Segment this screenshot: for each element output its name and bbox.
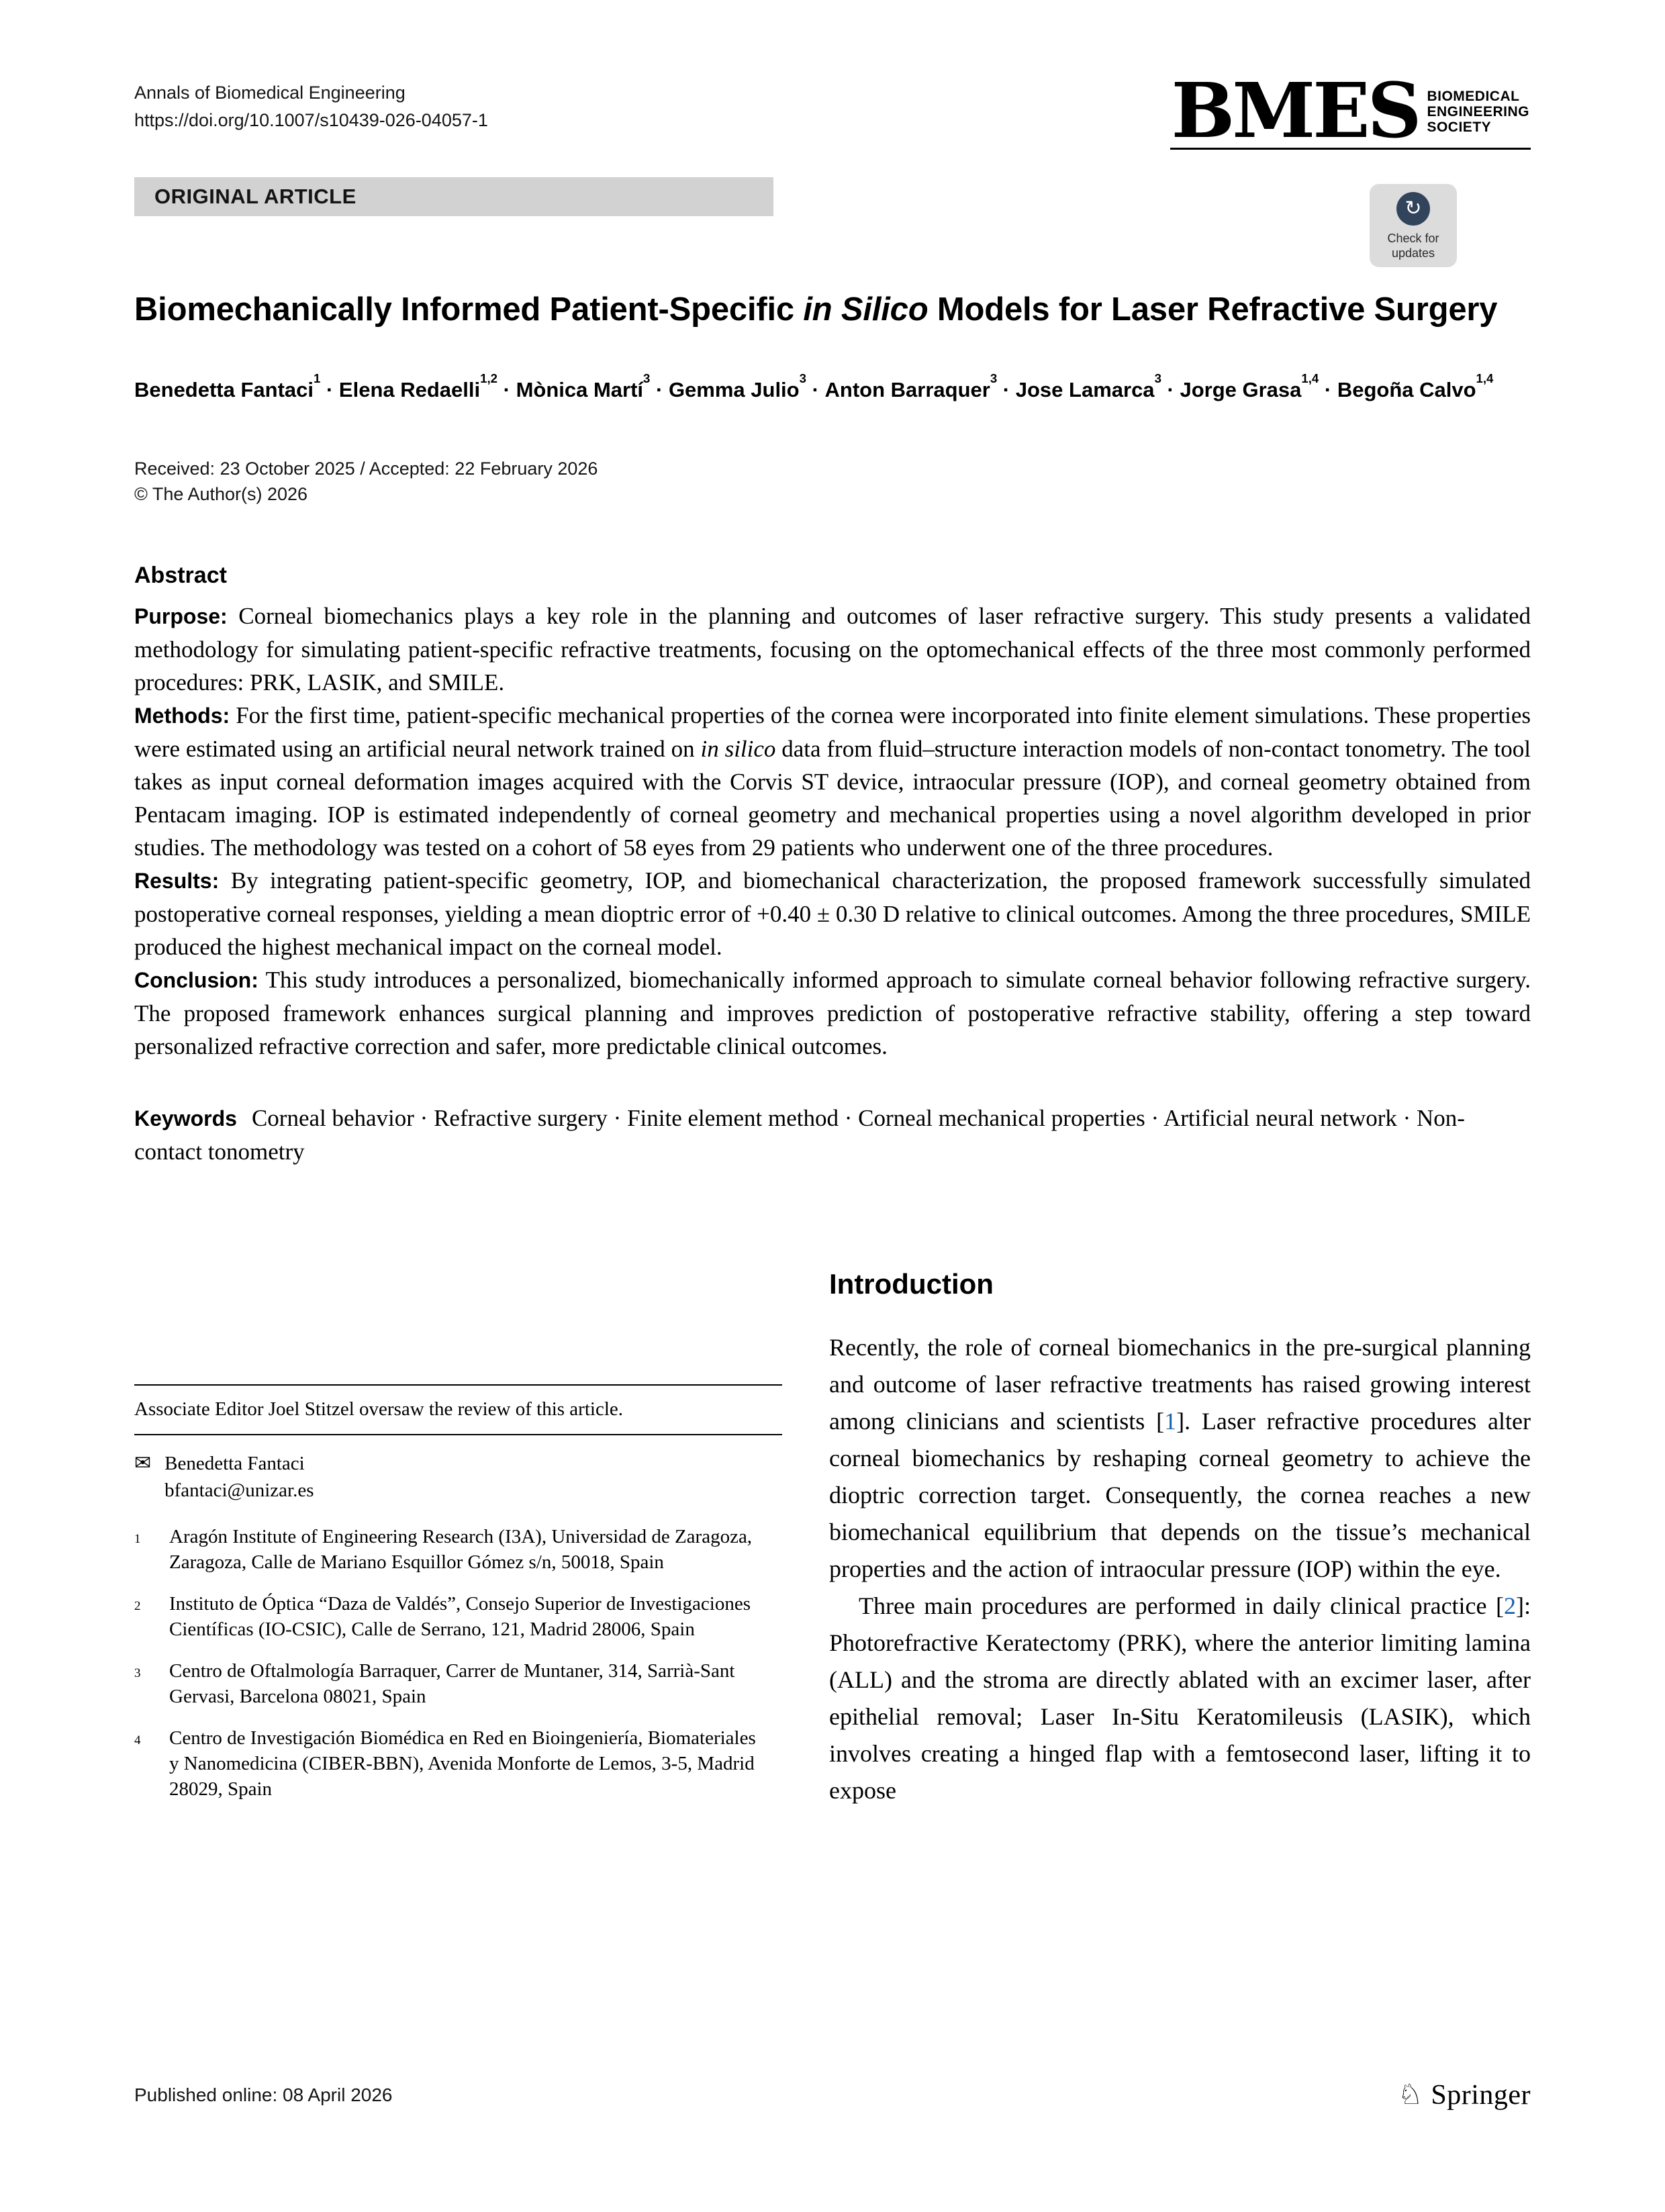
affiliation-text: Instituto de Óptica “Daza de Valdés”, Consejo Superior de Investigaciones Científicas (IO-CSIC), Calle de Serrano, 121, Madrid 28006, Spain xyxy=(169,1593,751,1641)
author-affiliation-sup: 3 xyxy=(1154,371,1161,385)
methods-text-italic: in silico xyxy=(700,736,776,763)
author-affiliation-sup: 1,4 xyxy=(1476,371,1494,385)
bmes-logo-text: BMES xyxy=(1171,67,1419,155)
affiliation-number: 4 xyxy=(134,1733,141,1748)
published-online: Published online: 08 April 2026 xyxy=(134,2084,393,2105)
author-1 xyxy=(134,371,339,402)
check-for-updates-badge[interactable] xyxy=(1370,184,1457,267)
title-text-post: Models for Laser Refractive Surgery xyxy=(928,291,1498,328)
author-separator: · xyxy=(1161,378,1180,402)
author-name: Begoña Calvo xyxy=(1337,378,1476,402)
purpose-label: Purpose: xyxy=(134,604,228,629)
journal-name: Annals of Biomedical Engineering xyxy=(134,83,406,103)
check-updates-label-line-1: Check for xyxy=(1387,232,1439,245)
abstract-conclusion xyxy=(134,963,1531,1063)
author-2 xyxy=(338,371,516,402)
author-8 xyxy=(1337,371,1494,402)
corresponding-author-name: Benedetta Fantaci xyxy=(164,1453,305,1475)
author-separator: · xyxy=(1319,378,1337,402)
received-accepted-line: Received: 23 October 2025 / Accepted: 22 February 2026 xyxy=(134,459,598,479)
author-name: Elena Redaelli xyxy=(338,378,481,402)
author-3 xyxy=(516,371,669,402)
page-header xyxy=(134,67,1531,161)
purpose-text: Corneal biomechanics plays a key role in the planning and outcomes of laser refractive surgery. This study presents a validated methodology for simulating patient-specific refractive treatments, focusing on the optomechanical effects of the three most commonly performed procedures: PRK, LASIK, and SMILE. xyxy=(134,603,1531,696)
author-affiliation-sup: 3 xyxy=(643,371,651,385)
affiliation-2 xyxy=(134,1591,782,1642)
keywords-line xyxy=(134,1102,1531,1168)
author-4 xyxy=(668,371,825,402)
abstract-results xyxy=(134,864,1531,963)
banner-row xyxy=(134,177,1531,260)
affiliation-1 xyxy=(134,1524,782,1575)
corresponding-author-email[interactable]: bfantaci@unizar.es xyxy=(164,1480,314,1502)
intro-paragraph-1 xyxy=(829,1329,1531,1588)
check-updates-label-line-2: updates xyxy=(1391,246,1435,260)
author-affiliation-sup: 3 xyxy=(990,371,998,385)
affiliation-text: Centro de Oftalmología Barraquer, Carrer de Muntaner, 314, Sarrià-Sant Gervasi, Barcelona 08021, Spain xyxy=(169,1660,735,1708)
two-column-section xyxy=(134,1267,1531,1809)
title-text-italic: in Silico xyxy=(803,291,929,328)
springer-knight-icon: ♘ xyxy=(1397,2080,1423,2111)
author-separator: · xyxy=(650,378,669,402)
author-separator: · xyxy=(320,378,339,402)
affiliation-text: Centro de Investigación Biomédica en Red en Bioingeniería, Biomateriales y Nanomedicina (CIBER-BBN), Avenida Monforte de Lemos, 3-5, Madrid 28029, Spain xyxy=(169,1727,756,1800)
keywords-text: Corneal behavior · Refractive surgery · Finite element method · Corneal mechanical properties · Artificial neural network · Non-contact tonometry xyxy=(134,1105,1465,1165)
intro-paragraph-2 xyxy=(829,1588,1531,1809)
abstract-section xyxy=(134,562,1531,1063)
methods-label: Methods: xyxy=(134,704,230,728)
springer-logo-text: Springer xyxy=(1431,2080,1531,2111)
author-7 xyxy=(1180,371,1337,402)
affiliation-3 xyxy=(134,1658,782,1709)
author-separator: · xyxy=(497,378,516,402)
results-label: Results: xyxy=(134,869,220,894)
author-name: Anton Barraquer xyxy=(824,378,990,402)
bmes-sub-line-1: BIOMEDICAL xyxy=(1427,88,1520,104)
affiliation-4 xyxy=(134,1725,782,1802)
divider-rule-bottom xyxy=(134,1434,782,1435)
citation-ref-1[interactable]: 1 xyxy=(1164,1408,1177,1435)
introduction-column xyxy=(829,1267,1531,1809)
citation-ref-2[interactable]: 2 xyxy=(1504,1592,1516,1620)
author-separator: · xyxy=(997,378,1016,402)
editor-note: Associate Editor Joel Stitzel oversaw the review of this article. xyxy=(134,1398,624,1421)
intro-p1-pre: Recently, the role of corneal biomechanics in the pre-surgical planning and outcome of laser refractive treatments has raised growing interest among clinicians and scientists [ xyxy=(829,1334,1531,1435)
author-affiliation-sup: 3 xyxy=(799,371,806,385)
bmes-logo-subtext xyxy=(1427,89,1529,135)
author-name: Benedetta Fantaci xyxy=(134,378,314,402)
methods-text-post: data from fluid–structure interaction models of non-contact tonometry. The tool takes as input corneal deformation images acquired with the Corvis ST device, intraocular pressure (IOP), and corneal geometry obtained from Pentacam imaging. IOP is estimated independently of corneal geometry and mechanical properties using a novel algorithm developed in prior studies. The methodology was tested on a cohort of 58 eyes from 29 patients who underwent one of the three procedures. xyxy=(134,736,1531,861)
article-type-banner: ORIGINAL ARTICLE xyxy=(134,177,773,216)
copyright-line: © The Author(s) 2026 xyxy=(134,484,308,505)
page-footer xyxy=(134,2079,1531,2111)
intro-p1-post: ]. Laser refractive procedures alter corneal biomechanics by reshaping corneal geometry to achieve the dioptric correction target. Consequently, the cornea reaches a new biomechanical equilibrium that depends on the tissue’s mechanical properties and the action of intraocular pressure (IOP) within the eye. xyxy=(829,1408,1531,1583)
affiliation-number: 3 xyxy=(134,1666,141,1681)
author-affiliation-sup: 1,2 xyxy=(480,371,497,385)
intro-p2-post: ]: Photorefractive Keratectomy (PRK), where the anterior limiting lamina (ALL) and the stroma are directly ablated with an excimer laser, after epithelial removal; Laser In-Situ Keratomileusis (LASIK), which involves creating a hinged flap with a femtosecond laser, lifting it to expose xyxy=(829,1592,1531,1805)
bmes-logo xyxy=(1170,67,1531,155)
introduction-heading: Introduction xyxy=(829,1268,994,1300)
affiliation-number: 2 xyxy=(134,1599,141,1614)
abstract-heading: Abstract xyxy=(134,563,227,589)
author-6 xyxy=(1015,371,1180,402)
keywords-label: Keywords xyxy=(134,1106,237,1131)
affiliation-list xyxy=(134,1524,782,1802)
doi-link[interactable]: https://doi.org/10.1007/s10439-026-04057-1 xyxy=(134,110,488,130)
results-text: By integrating patient-specific geometry, IOP, and biomechanical characterization, the proposed framework successfully simulated postoperative corneal responses, yielding a mean dioptric error of +0.40 ± 0.30 D relative to clinical outcomes. Among the three procedures, SMILE produced the highest mechanical impact on the corneal model. xyxy=(134,867,1531,961)
affiliation-number: 1 xyxy=(134,1532,141,1547)
footnotes-column xyxy=(134,1267,782,1809)
abstract-methods xyxy=(134,699,1531,864)
author-name: Jorge Grasa xyxy=(1180,378,1302,402)
abstract-purpose xyxy=(134,599,1531,699)
correspondence-block xyxy=(134,1450,782,1504)
author-list xyxy=(134,369,1531,406)
author-separator: · xyxy=(806,378,825,402)
conclusion-label: Conclusion: xyxy=(134,968,258,993)
circular-arrow-icon: ↻ xyxy=(1405,197,1422,220)
bmes-sub-line-3: SOCIETY xyxy=(1427,119,1492,135)
methods-text-pre: For the first time, patient-specific mechanical properties of the cornea were incorporated into finite element simulations. These properties were estimated using an artificial neural network trained on xyxy=(134,702,1531,763)
author-name: Gemma Julio xyxy=(668,378,800,402)
journal-meta xyxy=(134,73,488,134)
author-name: Mònica Martí xyxy=(516,378,644,402)
correspondence-text xyxy=(164,1450,314,1504)
author-name: Jose Lamarca xyxy=(1015,378,1155,402)
article-title xyxy=(134,287,1531,332)
bmes-sub-line-2: ENGINEERING xyxy=(1427,103,1529,119)
author-5 xyxy=(824,371,1016,402)
article-dates xyxy=(134,456,1531,507)
author-affiliation-sup: 1 xyxy=(314,371,321,385)
author-affiliation-sup: 1,4 xyxy=(1301,371,1319,385)
intro-p2-pre: Three main procedures are performed in daily clinical practice [ xyxy=(859,1592,1504,1620)
conclusion-text: This study introduces a personalized, biomechanically informed approach to simulate corneal behavior following refractive surgery. The proposed framework enhances surgical planning and improves prediction of postoperative refractive stability, offering a step toward personalized refractive correction and safer, more predictable clinical outcomes. xyxy=(134,967,1531,1060)
crossmark-icon xyxy=(1396,192,1430,226)
envelope-icon: ✉ xyxy=(134,1452,152,1475)
title-text-pre: Biomechanically Informed Patient-Specific xyxy=(134,291,804,328)
affiliation-text: Aragón Institute of Engineering Research (I3A), Universidad de Zaragoza, Zaragoza, Calle de Mariano Esquillor Gómez s/n, 50018, Spain xyxy=(169,1526,753,1574)
springer-logo xyxy=(1398,2079,1531,2111)
